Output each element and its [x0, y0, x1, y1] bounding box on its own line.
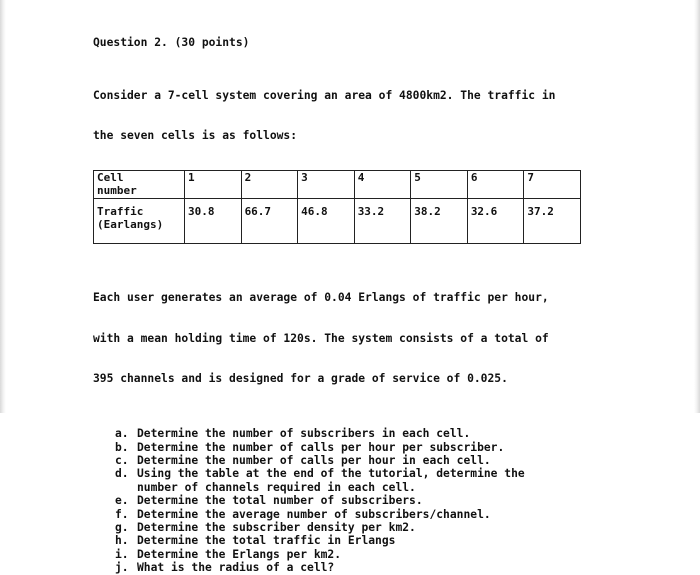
table-cell: 38.2 [411, 198, 468, 243]
table-cell: 3 [298, 170, 355, 198]
list-item [115, 548, 633, 561]
list-item [115, 534, 633, 547]
list-marker: h. [115, 534, 129, 548]
list-marker: g. [115, 520, 129, 534]
intro-line: Consider a 7-cell system covering an area of 4800km2. The traffic in [93, 89, 556, 103]
list-item-text: Determine the total number of subscribers. [137, 494, 423, 508]
paragraph-line: Each user generates an average of 0.04 Erlangs of traffic per hour, [93, 291, 549, 305]
list-item-text: Determine the number of calls per hour per subscriber. [137, 440, 505, 454]
list-item [115, 427, 633, 440]
list-marker: a. [115, 427, 129, 441]
list-marker: d. [115, 467, 129, 481]
list-item-text: Determine the average number of subscribers/channel. [137, 507, 491, 521]
table-cell: 5 [411, 170, 468, 198]
frame-edge-left [0, 0, 6, 413]
document-body [93, 36, 633, 575]
table-cell: 1 [185, 170, 242, 198]
table-cell: 46.8 [298, 198, 355, 243]
traffic-table [93, 170, 581, 244]
list-item [115, 521, 633, 534]
table-cell: Cell number [94, 170, 185, 198]
list-item-text: What is the radius of a cell? [137, 561, 335, 575]
list-item-text: Determine the total traffic in Erlangs [137, 534, 396, 548]
list-item [115, 441, 633, 454]
table-cell: 30.8 [185, 198, 242, 243]
paragraph-line: 395 channels and is designed for a grade of service of 0.025. [93, 371, 508, 385]
question-title: Question 2. (30 points) [93, 36, 250, 49]
table-row-traffic [94, 198, 581, 243]
task-list [115, 427, 633, 574]
table-cell: 6 [467, 170, 524, 198]
paragraph-line: with a mean holding time of 120s. The system consists of a total of [93, 331, 549, 345]
table-row-cell-number [94, 170, 581, 198]
table-cell: 37.2 [524, 198, 581, 243]
list-item [115, 467, 633, 494]
list-item-text: Determine the subscriber density per km2. [137, 520, 416, 534]
table-cell: 32.6 [467, 198, 524, 243]
list-marker: c. [115, 453, 129, 467]
list-marker: j. [115, 561, 129, 575]
list-marker: i. [115, 547, 129, 561]
list-item [115, 494, 633, 507]
list-item-text: Using the table at the end of the tutorial, determine the number of channels required in each cell. [137, 467, 525, 494]
list-marker: f. [115, 507, 129, 521]
list-item [115, 561, 633, 574]
intro-text [93, 62, 633, 169]
list-item [115, 454, 633, 467]
list-item [115, 508, 633, 521]
list-marker: b. [115, 440, 129, 454]
intro-line: the seven cells is as follows: [93, 129, 298, 143]
table-cell: 4 [354, 170, 411, 198]
table-cell: Traffic (Earlangs) [94, 198, 185, 243]
list-marker: e. [115, 494, 129, 508]
table-cell: 66.7 [241, 198, 298, 243]
table-cell: 2 [241, 170, 298, 198]
list-item-text: Determine the Erlangs per km2. [137, 547, 342, 561]
table-cell: 33.2 [354, 198, 411, 243]
problem-statement [93, 265, 633, 412]
table-cell: 7 [524, 170, 581, 198]
list-item-text: Determine the number of subscribers in each cell. [137, 427, 471, 441]
frame-edge-right [694, 0, 700, 413]
list-item-text: Determine the number of calls per hour in each cell. [137, 453, 491, 467]
